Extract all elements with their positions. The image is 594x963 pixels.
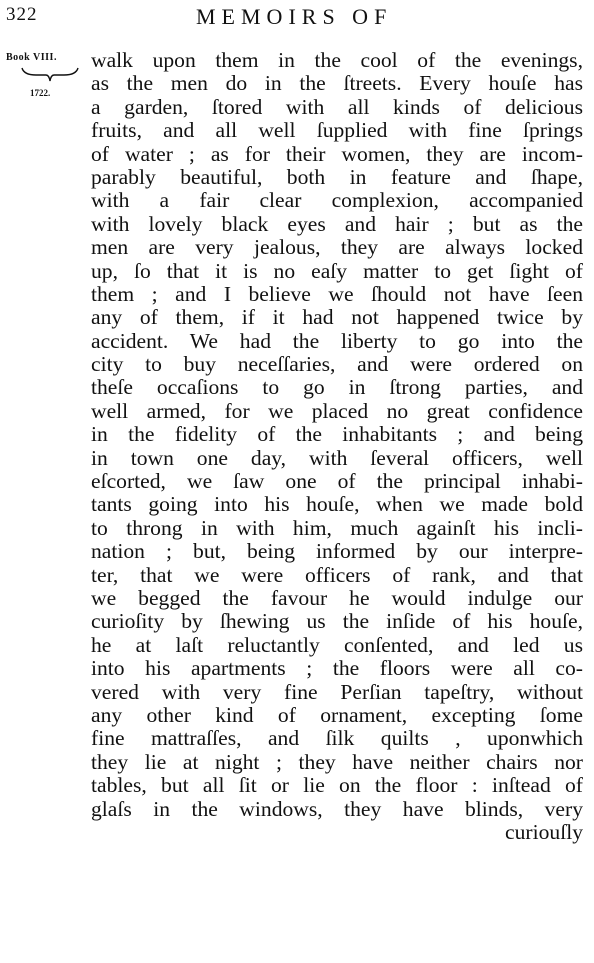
text-line: as the men do in the ſtreets. Every houſe has	[91, 71, 583, 96]
book-label: Book VIII.	[6, 52, 57, 63]
text-line: he at laſt reluctantly conſented, and led us	[91, 632, 583, 657]
text-line: fine mattraſſes, and ſilk quilts , uponwhich	[91, 726, 583, 751]
page-number: 322	[6, 4, 38, 25]
year-label: 1722.	[30, 88, 51, 98]
body-text	[91, 49, 583, 844]
text-line: tants going into his houſe, when we made bold	[91, 492, 583, 517]
text-line: with lovely black eyes and hair ; but as the	[91, 211, 583, 236]
text-line: curioſity by ſhewing us the inſide of his houſe,	[91, 609, 583, 634]
text-line: nation ; but, being informed by our interpre-	[91, 539, 583, 564]
running-title: MEMOIRS OF	[196, 4, 393, 29]
text-line: them ; and I believe we ſhould not have ſeen	[91, 281, 583, 306]
text-line: vered with very fine Perſian tapeſtry, without	[91, 679, 583, 704]
text-line: with a fair clear complexion, accompanied	[91, 188, 583, 213]
text-line: a garden, ſtored with all kinds of delicious	[91, 94, 583, 119]
text-line: fruits, and all well ſupplied with fine ſprings	[91, 118, 583, 143]
text-line: well armed, for we placed no great confidence	[91, 398, 583, 423]
text-line: up, ſo that it is no eaſy matter to get ſight of	[91, 258, 583, 283]
page-header	[0, 2, 594, 32]
text-line: parably beautiful, both in feature and ſhape,	[91, 164, 583, 189]
text-line: curiouſly	[505, 819, 583, 844]
text-line: city to buy neceſſaries, and were ordered on	[91, 352, 583, 377]
text-line: any other kind of ornament, excepting ſome	[91, 702, 583, 727]
text-line: eſcorted, we ſaw one of the principal inhabi-	[91, 469, 583, 494]
text-line: they lie at night ; they have neither chairs nor	[91, 749, 583, 774]
text-line: theſe occaſions to go in ſtrong parties, and	[91, 375, 583, 400]
text-line: walk upon them in the cool of the evenings,	[91, 48, 583, 72]
text-line: we begged the favour he would indulge our	[91, 585, 583, 610]
text-line: glaſs in the windows, they have blinds, very	[91, 796, 583, 821]
text-line: into his apartments ; the floors were all co-	[91, 656, 583, 681]
text-line: of water ; as for their women, they are incom-	[91, 141, 583, 166]
text-line: to throng in with him, much againſt his incli-	[91, 515, 583, 540]
text-line: any of them, if it had not happened twice by	[91, 305, 583, 330]
curly-brace-icon	[20, 65, 80, 83]
text-line: in the fidelity of the inhabitants ; and being	[91, 422, 583, 447]
text-line: ter, that we were officers of rank, and that	[91, 562, 583, 587]
text-line: tables, but all ſit or lie on the floor : inſtead of	[91, 773, 583, 798]
text-line: men are very jealous, they are always locked	[91, 235, 583, 260]
text-line: in town one day, with ſeveral officers, well	[91, 445, 583, 470]
text-line: accident. We had the liberty to go into the	[91, 328, 583, 353]
